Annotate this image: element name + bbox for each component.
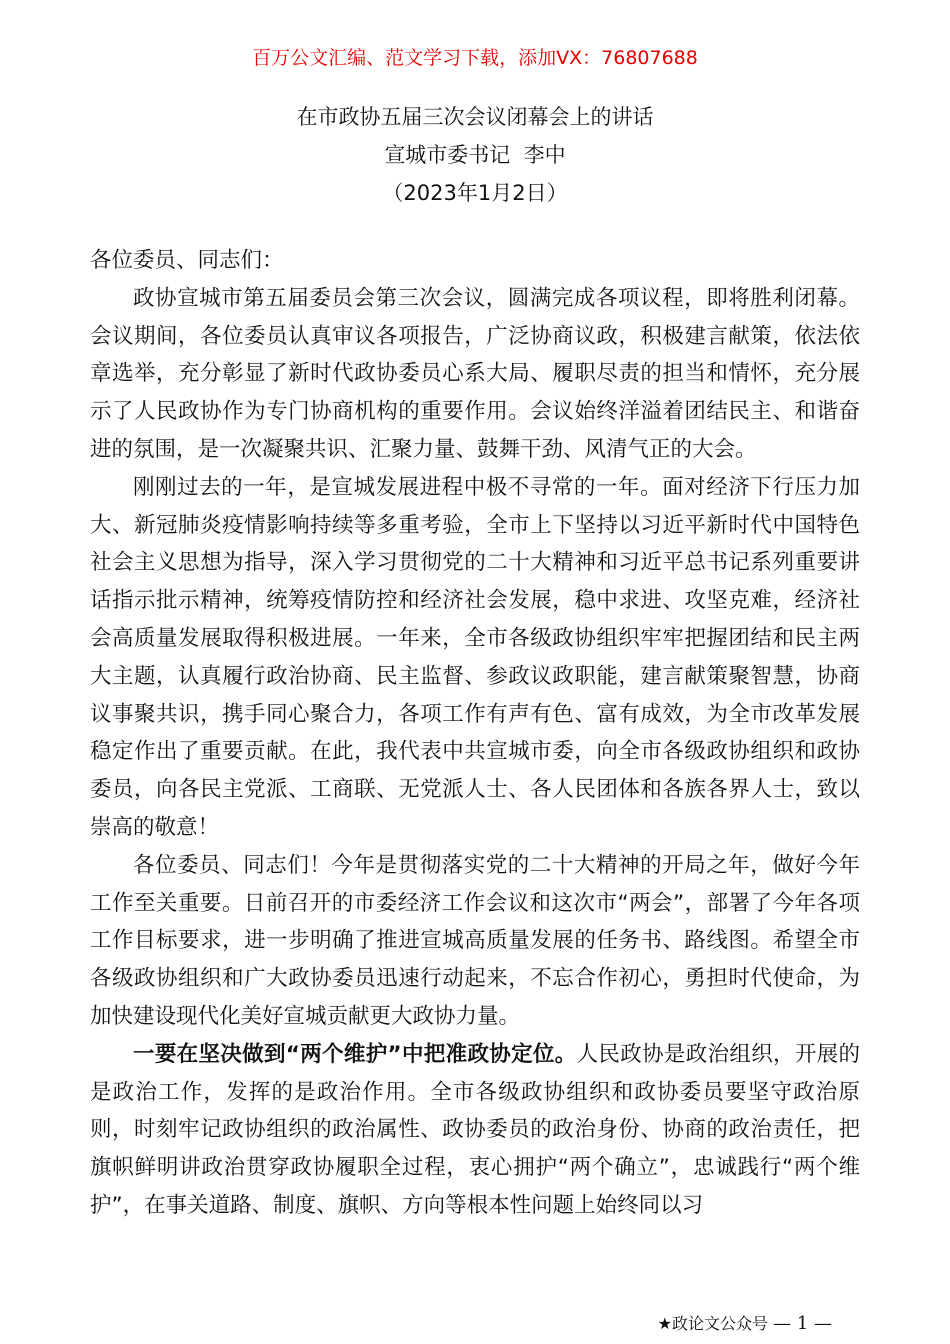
- speaker-line: 宣城市委书记 李中: [384, 143, 566, 167]
- page-footer: [658, 1312, 832, 1336]
- paragraph-text: 人民政协是政治组织，开展的是政治工作，发挥的是政治作用。全市各级政协组织和政协委员要坚守政治原则，时刻牢记政协组织的政治属性、政协委员的政治身份、协商的政治责任，把旗帜鲜明讲政治贯穿政协履职全过程，衷心拥护“两个确立”，忠诚践行“两个维护”，在事关道路、制度、旗帜、方向等根本性问题上始终同以习: [90, 1041, 860, 1218]
- promo-banner: 百万公文汇编、范文学习下载，添加VX：76807688: [252, 47, 698, 69]
- section-heading: 一要在坚决做到“两个维护”中把准政协定位。: [133, 1041, 577, 1067]
- paragraph: [90, 1036, 860, 1225]
- salutation: 各位委员、同志们：: [90, 248, 284, 273]
- speech-body: [90, 242, 860, 1225]
- page-number: — 1 —: [773, 1313, 832, 1334]
- paragraph: 各位委员、同志们！今年是贯彻落实党的二十大精神的开局之年，做好今年工作至关重要。日前召开的市委经济工作会议和这次市“两会”，部署了今年各项工作目标要求，进一步明确了推进宣城高质量发展的任务书、路线图。希望全市各级政协组织和广大政协委员迅速行动起来，不忘合作初心，勇担时代使命，为加快建设现代化美好宣城贡献更大政协力量。: [90, 852, 860, 1029]
- speech-title: 在市政协五届三次会议闭幕会上的讲话: [296, 105, 654, 129]
- footer-source: ★政论文公众号: [657, 1314, 768, 1333]
- speech-date: （2023年1月2日）: [382, 181, 568, 205]
- paragraph: 政协宣城市第五届委员会第三次会议，圆满完成各项议程，即将胜利闭幕。会议期间，各位委员认真审议各项报告，广泛协商议政，积极建言献策，依法依章选举，充分彰显了新时代政协委员心系大局、履职尽责的担当和情怀，充分展示了人民政协作为专门协商机构的重要作用。会议始终洋溢着团结民主、和谐奋进的氛围，是一次凝聚共识、汇聚力量、鼓舞干劲、风清气正的大会。: [90, 285, 860, 462]
- title-block: [0, 98, 950, 212]
- paragraph: 刚刚过去的一年，是宣城发展进程中极不寻常的一年。面对经济下行压力加大、新冠肺炎疫情影响持续等多重考验，全市上下坚持以习近平新时代中国特色社会主义思想为指导，深入学习贯彻党的二十大精神和习近平总书记系列重要讲话指示批示精神，统筹疫情防控和经济社会发展，稳中求进、攻坚克难，经济社会高质量发展取得积极进展。一年来，全市各级政协组织牢牢把握团结和民主两大主题，认真履行政治协商、民主监督、参政议政职能，建言献策聚智慧，协商议事聚共识，携手同心聚合力，各项工作有声有色、富有成效，为全市改革发展稳定作出了重要贡献。在此，我代表中共宣城市委，向全市各级政协组织和政协委员，向各民主党派、工商联、无党派人士、各人民团体和各族各界人士，致以崇高的敬意！: [90, 474, 860, 840]
